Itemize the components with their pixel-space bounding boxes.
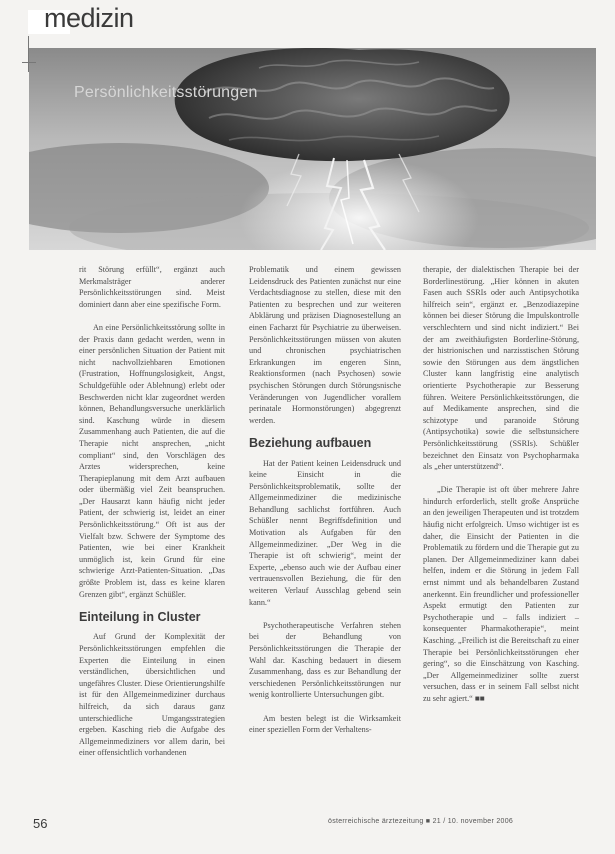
- text-column-1: [79, 264, 225, 771]
- subheading-cluster: Einteilung in Cluster: [79, 609, 201, 624]
- paragraph-text: „Die Therapie ist oft über mehrere Jahre hindurch erforderlich, stellt große Ansprüche an den jeweiligen Therapeuten und ist trotzdem häufig nicht erfolgreich. Umso wichtiger ist es daher, die Einsicht der Patienten in die Problematik zu fördern und die Therapie gut zu planen. Der Allgemeinmediziner kann dabei helfen, indem er die Störung in jedem Fall ernst nimmt und als behandelbaren Zustand anerkennt. Ein freundlicher und professioneller Aspekt ermutigt den Patienten zur Psychotherapie und – falls indiziert – konsequenter Pharmakotherapie“, meint Kasching. „Freilich ist die Bereitschaft zu einer Therapie bei Persönlichkeitsstörungen eher gering“, so die Einschätzung von Kasching. „Der Allgemeinmediziner sollte zuerst versuchen, dass er in seinem Fall selbst nicht zu sehr agiert.“: [423, 485, 579, 703]
- paragraph: Am besten belegt ist die Wirksamkeit einer speziellen Form der Verhaltens-: [249, 713, 401, 735]
- paragraph: Auf Grund der Komplexität der Persönlichkeitsstörungen empfehlen die Experten die Einteilung in einen verständlichen, übersichtlichen und ungefähres Cluster. Diese Orientierungshilfe ist für den Allgemeinmediziner durchaus hilfreich, da sich daraus ganz unterschiedliche Umgangsstrategien ergeben. Kasching rieb die Aufgabe des Allgemeinmediziners vor allem darin, bei einer offensichtlich vorhandenen: [79, 632, 225, 758]
- margin-rule: [28, 36, 29, 72]
- text-column-3: [423, 264, 579, 716]
- paragraph: Problematik und einem gewissen Leidensdruck des Patienten zunächst nur eine Verdachtsdiagnose zu stellen, diese mit den Patienten zu besprechen und zur weiteren Abklärung und präzisen Diagnosestellung an einen Facharzt für Psychiatrie zu überweisen. Persönlichkeitsstörungen müssen von akuten und chronischen psychiatrischen Erkrankungen im engeren Sinn, Reaktionsformen (nach Psychosen) sowie psychischen Störungen durch Störungsnische Veränderungen von Jugendlicher vorallem perinatale Hormonstörungen) abgegrenzt werden.: [249, 265, 401, 425]
- page-number: 56: [33, 816, 48, 831]
- section-title: medizin: [44, 3, 134, 33]
- paragraph: Hat der Patient keinen Leidensdruck und keine Einsicht in die Persönlichkeitsproblematik, sollte der Allgemeinmediziner die medizinische Behandlung sachlichst fortführen. Auch Schüßler nennt Begriffsdefinition und Motivation als Aufgaben für den Allgemeinmediziner. „Der Weg in die Therapie ist oft schwierig“, meint der Experte, „ebenso auch wie der Aufbau einer vertrauensvollen Beziehung, die für den weiteren Verlauf Ausschlag gebend sein kann.“: [249, 458, 401, 607]
- page-footer: [0, 806, 615, 854]
- end-mark: ■■: [474, 693, 485, 703]
- journal-citation: österreichische ärztezeitung ■ 21 / 10. november 2006: [328, 818, 514, 825]
- paragraph: rit Störung erfüllt“, ergänzt auch Merkmalsträger anderer Persönlichkeitsstörungen sind. Meist dominiert dann aber eine spezifische Form.: [79, 265, 225, 309]
- paragraph: Psychotherapeutische Verfahren stehen bei der Behandlung von Persönlichkeitsstörungen die Therapie der Wahl dar. Kasching bedauert in diesem Zusammenhang, dass es zur Behandlung der verschiedenen Persönlichkeitsstörungen nur wenig kontrollierte Untersuchungen gibt.: [249, 620, 401, 700]
- hero-image: [29, 48, 596, 250]
- paragraph: [423, 484, 579, 704]
- text-column-2: [249, 264, 401, 747]
- storm-brain-illustration: [29, 48, 596, 250]
- article-title: Persönlichkeitsstörungen: [74, 84, 258, 101]
- paragraph: therapie, der dialektischen Therapie bei der Borderlinestörung. „Hier können in akuten Fasen auch SSRIs oder auch Antipsychotika hilfreich sein“, ergänzt er. „Benzodiazepine können bei dieser Störung die Impulskontrolle verschlechtern und sind nicht indiziert.“ Bei der am zweithäufigsten Borderline-Störung, der histrionischen und narzisstischen Störung sowie den Störungen aus dem ängstlichen Cluster kann langfristig eine analytisch orientierte Psychotherapie zur Besserung führen. Weitere Persönlichkeitsstörungen, die auf Medikamente ansprechen, sind die schizotype und paranoide Störung (Antipsychotika) sowie die selbstunsichere Persönlichkeitsstörung (SSRIs). Schüßler bezeichnet den Einsatz von Psychopharmaka als „eher unterstützend“.: [423, 265, 579, 472]
- margin-tick: [22, 62, 36, 63]
- subheading-beziehung: Beziehung aufbauen: [249, 435, 372, 450]
- paragraph: An eine Persönlichkeitsstörung sollte in der Praxis dann gedacht werden, wenn in einer persönlichen Situation der Patient mit nicht nachvollziehbaren Emotionen (Frustration, Hoffnungslosigkeit, Angst, Schuldgefühle oder Ablehnung) erlebt oder Beschwerden nicht klar zugeordnet werden können, Behandlungsversuche unerklärlich sind. Kaschung würde in diesem Zusammenhang auch Patienten, die auf die Therapie nicht ansprechen, „nicht compliant“ sind, den Vorschlägen des Arztes widersprechen, keine Therapieplanung mit dem Arzt aufbauen oder übermäßig viel Zeit beanspruchen. „Der Hausarzt kann häufig nicht jeder Patient, der schwierig ist, leidet an einer Persönlichkeitsstörung.“ Oft ist aus der Vielfalt bzw. Schwere der Symptome des Patienten, wie bei einer Krankheit unmöglich ist, kein Grund für eine schwierige Arzt-Patienten-Situation. „Das größte Problem ist, dass es keine klaren Grenzen gibt“, ergänzt Schüßler.: [79, 322, 225, 599]
